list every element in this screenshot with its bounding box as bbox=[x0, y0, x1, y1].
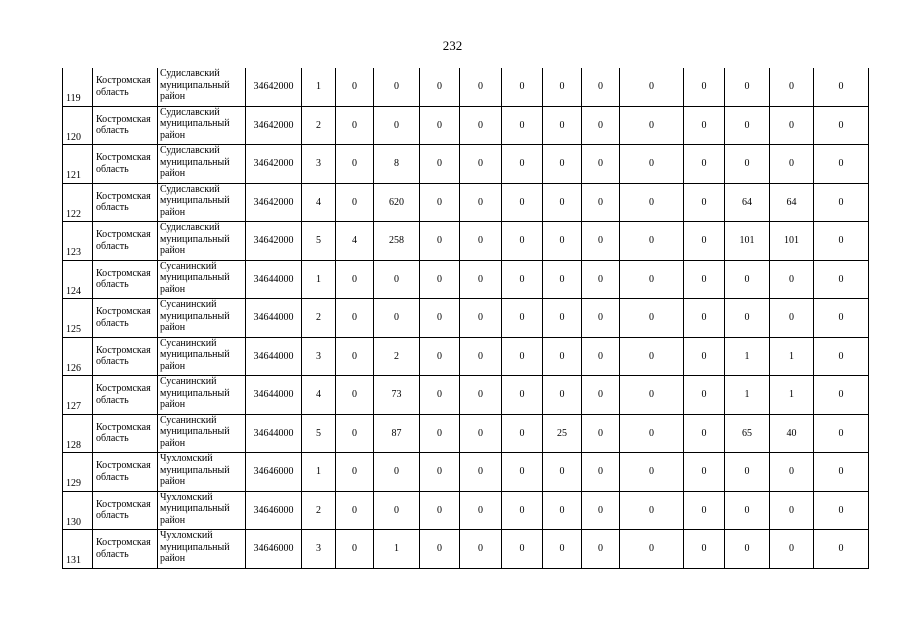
row-number-cell: 128 bbox=[63, 414, 93, 453]
value-cell: 5 bbox=[302, 222, 336, 261]
district-cell: Чухломский муниципальный район bbox=[158, 530, 246, 569]
value-cell: 0 bbox=[336, 453, 374, 492]
table-row bbox=[63, 337, 869, 376]
value-cell: 0 bbox=[814, 453, 869, 492]
value-cell: 0 bbox=[814, 337, 869, 376]
region-cell: Костромская область bbox=[93, 376, 158, 415]
row-number-cell: 119 bbox=[63, 68, 93, 106]
district-cell: Сусанинский муниципальный район bbox=[158, 260, 246, 299]
value-cell: 0 bbox=[582, 260, 620, 299]
district-cell: Чухломский муниципальный район bbox=[158, 491, 246, 530]
data-table bbox=[62, 68, 869, 569]
region-cell: Костромская область bbox=[93, 68, 158, 106]
value-cell: 0 bbox=[725, 491, 770, 530]
value-cell: 0 bbox=[460, 376, 502, 415]
value-cell: 0 bbox=[684, 530, 725, 569]
value-cell: 0 bbox=[684, 183, 725, 222]
value-cell: 0 bbox=[420, 106, 460, 145]
value-cell: 0 bbox=[543, 222, 582, 261]
table-row bbox=[63, 530, 869, 569]
value-cell: 0 bbox=[502, 106, 543, 145]
value-cell: 3 bbox=[302, 337, 336, 376]
table-row bbox=[63, 222, 869, 261]
value-cell: 1 bbox=[725, 337, 770, 376]
value-cell: 4 bbox=[302, 376, 336, 415]
value-cell: 0 bbox=[725, 530, 770, 569]
row-number-cell: 121 bbox=[63, 145, 93, 184]
code-cell: 34644000 bbox=[246, 260, 302, 299]
value-cell: 0 bbox=[374, 106, 420, 145]
value-cell: 0 bbox=[725, 453, 770, 492]
district-cell: Судиславский муниципальный район bbox=[158, 68, 246, 106]
row-number-cell: 125 bbox=[63, 299, 93, 338]
value-cell: 1 bbox=[302, 68, 336, 106]
value-cell: 2 bbox=[374, 337, 420, 376]
region-cell: Костромская область bbox=[93, 299, 158, 338]
value-cell: 64 bbox=[725, 183, 770, 222]
value-cell: 0 bbox=[684, 145, 725, 184]
value-cell: 0 bbox=[582, 530, 620, 569]
value-cell: 0 bbox=[814, 106, 869, 145]
value-cell: 0 bbox=[770, 145, 814, 184]
value-cell: 0 bbox=[460, 106, 502, 145]
value-cell: 0 bbox=[770, 453, 814, 492]
value-cell: 0 bbox=[336, 376, 374, 415]
value-cell: 0 bbox=[336, 530, 374, 569]
page-number: 232 bbox=[442, 38, 463, 53]
value-cell: 0 bbox=[336, 68, 374, 106]
value-cell: 2 bbox=[302, 299, 336, 338]
value-cell: 0 bbox=[814, 145, 869, 184]
region-cell: Костромская область bbox=[93, 260, 158, 299]
value-cell: 0 bbox=[814, 68, 869, 106]
value-cell: 0 bbox=[374, 491, 420, 530]
value-cell: 0 bbox=[502, 453, 543, 492]
value-cell: 0 bbox=[684, 491, 725, 530]
district-cell: Сусанинский муниципальный район bbox=[158, 376, 246, 415]
value-cell: 0 bbox=[502, 414, 543, 453]
value-cell: 0 bbox=[684, 414, 725, 453]
value-cell: 0 bbox=[684, 222, 725, 261]
value-cell: 0 bbox=[374, 260, 420, 299]
value-cell: 3 bbox=[302, 145, 336, 184]
district-cell: Судиславский муниципальный район bbox=[158, 145, 246, 184]
value-cell: 8 bbox=[374, 145, 420, 184]
value-cell: 25 bbox=[543, 414, 582, 453]
code-cell: 34642000 bbox=[246, 68, 302, 106]
code-cell: 34644000 bbox=[246, 376, 302, 415]
value-cell: 0 bbox=[814, 183, 869, 222]
value-cell: 0 bbox=[582, 183, 620, 222]
value-cell: 1 bbox=[302, 453, 336, 492]
value-cell: 0 bbox=[336, 106, 374, 145]
table-row bbox=[63, 106, 869, 145]
code-cell: 34646000 bbox=[246, 453, 302, 492]
value-cell: 0 bbox=[460, 337, 502, 376]
value-cell: 0 bbox=[770, 106, 814, 145]
table-row bbox=[63, 453, 869, 492]
value-cell: 0 bbox=[725, 145, 770, 184]
table-body bbox=[63, 68, 869, 568]
code-cell: 34642000 bbox=[246, 106, 302, 145]
code-cell: 34642000 bbox=[246, 145, 302, 184]
value-cell: 1 bbox=[770, 337, 814, 376]
value-cell: 0 bbox=[814, 260, 869, 299]
value-cell: 0 bbox=[543, 260, 582, 299]
value-cell: 0 bbox=[460, 260, 502, 299]
value-cell: 1 bbox=[302, 260, 336, 299]
value-cell: 0 bbox=[725, 68, 770, 106]
value-cell: 0 bbox=[460, 453, 502, 492]
region-cell: Костромская область bbox=[93, 145, 158, 184]
value-cell: 0 bbox=[620, 106, 684, 145]
value-cell: 0 bbox=[543, 376, 582, 415]
region-cell: Костромская область bbox=[93, 106, 158, 145]
value-cell: 0 bbox=[543, 68, 582, 106]
value-cell: 0 bbox=[814, 530, 869, 569]
value-cell: 0 bbox=[684, 260, 725, 299]
table-row bbox=[63, 414, 869, 453]
region-cell: Костромская область bbox=[93, 183, 158, 222]
value-cell: 0 bbox=[725, 106, 770, 145]
value-cell: 0 bbox=[814, 376, 869, 415]
value-cell: 65 bbox=[725, 414, 770, 453]
region-cell: Костромская область bbox=[93, 222, 158, 261]
value-cell: 0 bbox=[620, 414, 684, 453]
code-cell: 34642000 bbox=[246, 183, 302, 222]
table-row bbox=[63, 299, 869, 338]
region-cell: Костромская область bbox=[93, 453, 158, 492]
table-row bbox=[63, 491, 869, 530]
value-cell: 0 bbox=[620, 222, 684, 261]
value-cell: 0 bbox=[502, 145, 543, 184]
value-cell: 0 bbox=[620, 337, 684, 376]
value-cell: 0 bbox=[620, 453, 684, 492]
district-cell: Сусанинский муниципальный район bbox=[158, 299, 246, 338]
value-cell: 1 bbox=[725, 376, 770, 415]
value-cell: 0 bbox=[620, 299, 684, 338]
value-cell: 0 bbox=[460, 414, 502, 453]
table-row bbox=[63, 145, 869, 184]
value-cell: 0 bbox=[502, 68, 543, 106]
code-cell: 34644000 bbox=[246, 337, 302, 376]
value-cell: 0 bbox=[814, 222, 869, 261]
table-row bbox=[63, 376, 869, 415]
value-cell: 0 bbox=[502, 183, 543, 222]
value-cell: 87 bbox=[374, 414, 420, 453]
value-cell: 0 bbox=[582, 68, 620, 106]
value-cell: 0 bbox=[420, 145, 460, 184]
district-cell: Сусанинский муниципальный район bbox=[158, 337, 246, 376]
table-row bbox=[63, 68, 869, 106]
value-cell: 4 bbox=[336, 222, 374, 261]
code-cell: 34644000 bbox=[246, 299, 302, 338]
district-cell: Сусанинский муниципальный район bbox=[158, 414, 246, 453]
value-cell: 0 bbox=[420, 222, 460, 261]
value-cell: 0 bbox=[582, 222, 620, 261]
value-cell: 0 bbox=[770, 491, 814, 530]
value-cell: 0 bbox=[543, 299, 582, 338]
value-cell: 1 bbox=[770, 376, 814, 415]
code-cell: 34644000 bbox=[246, 414, 302, 453]
code-cell: 34646000 bbox=[246, 530, 302, 569]
row-number-cell: 124 bbox=[63, 260, 93, 299]
value-cell: 0 bbox=[543, 337, 582, 376]
value-cell: 0 bbox=[543, 491, 582, 530]
value-cell: 0 bbox=[582, 414, 620, 453]
value-cell: 0 bbox=[502, 491, 543, 530]
value-cell: 0 bbox=[684, 299, 725, 338]
value-cell: 0 bbox=[582, 453, 620, 492]
value-cell: 1 bbox=[374, 530, 420, 569]
value-cell: 0 bbox=[770, 530, 814, 569]
value-cell: 0 bbox=[770, 260, 814, 299]
value-cell: 0 bbox=[420, 68, 460, 106]
value-cell: 0 bbox=[543, 183, 582, 222]
value-cell: 0 bbox=[502, 530, 543, 569]
region-cell: Костромская область bbox=[93, 530, 158, 569]
value-cell: 0 bbox=[420, 337, 460, 376]
row-number-cell: 120 bbox=[63, 106, 93, 145]
value-cell: 0 bbox=[374, 453, 420, 492]
value-cell: 0 bbox=[420, 491, 460, 530]
value-cell: 0 bbox=[336, 414, 374, 453]
row-number-cell: 131 bbox=[63, 530, 93, 569]
value-cell: 5 bbox=[302, 414, 336, 453]
region-cell: Костромская область bbox=[93, 491, 158, 530]
value-cell: 0 bbox=[684, 68, 725, 106]
value-cell: 0 bbox=[460, 145, 502, 184]
value-cell: 0 bbox=[420, 453, 460, 492]
value-cell: 0 bbox=[620, 145, 684, 184]
value-cell: 0 bbox=[460, 68, 502, 106]
table-row bbox=[63, 183, 869, 222]
value-cell: 0 bbox=[684, 376, 725, 415]
value-cell: 0 bbox=[620, 260, 684, 299]
value-cell: 0 bbox=[814, 491, 869, 530]
region-cell: Костромская область bbox=[93, 414, 158, 453]
district-cell: Чухломский муниципальный район bbox=[158, 453, 246, 492]
value-cell: 0 bbox=[374, 68, 420, 106]
value-cell: 101 bbox=[725, 222, 770, 261]
value-cell: 0 bbox=[543, 453, 582, 492]
value-cell: 0 bbox=[620, 183, 684, 222]
district-cell: Судиславский муниципальный район bbox=[158, 106, 246, 145]
district-cell: Судиславский муниципальный район bbox=[158, 183, 246, 222]
row-number-cell: 123 bbox=[63, 222, 93, 261]
value-cell: 0 bbox=[582, 491, 620, 530]
row-number-cell: 126 bbox=[63, 337, 93, 376]
value-cell: 0 bbox=[336, 491, 374, 530]
value-cell: 101 bbox=[770, 222, 814, 261]
value-cell: 64 bbox=[770, 183, 814, 222]
value-cell: 258 bbox=[374, 222, 420, 261]
value-cell: 0 bbox=[336, 260, 374, 299]
value-cell: 2 bbox=[302, 491, 336, 530]
value-cell: 0 bbox=[684, 106, 725, 145]
value-cell: 0 bbox=[725, 299, 770, 338]
row-number-cell: 130 bbox=[63, 491, 93, 530]
value-cell: 0 bbox=[582, 376, 620, 415]
district-cell: Судиславский муниципальный район bbox=[158, 222, 246, 261]
value-cell: 0 bbox=[336, 299, 374, 338]
value-cell: 0 bbox=[620, 491, 684, 530]
value-cell: 2 bbox=[302, 106, 336, 145]
value-cell: 0 bbox=[620, 376, 684, 415]
region-cell: Костромская область bbox=[93, 337, 158, 376]
value-cell: 0 bbox=[684, 453, 725, 492]
value-cell: 0 bbox=[543, 106, 582, 145]
value-cell: 0 bbox=[460, 183, 502, 222]
value-cell: 0 bbox=[582, 299, 620, 338]
row-number-cell: 129 bbox=[63, 453, 93, 492]
value-cell: 0 bbox=[420, 530, 460, 569]
value-cell: 0 bbox=[420, 376, 460, 415]
value-cell: 0 bbox=[420, 414, 460, 453]
value-cell: 0 bbox=[420, 183, 460, 222]
value-cell: 0 bbox=[460, 299, 502, 338]
value-cell: 0 bbox=[620, 68, 684, 106]
value-cell: 0 bbox=[770, 68, 814, 106]
value-cell: 0 bbox=[336, 183, 374, 222]
value-cell: 40 bbox=[770, 414, 814, 453]
value-cell: 0 bbox=[770, 299, 814, 338]
code-cell: 34642000 bbox=[246, 222, 302, 261]
value-cell: 0 bbox=[620, 530, 684, 569]
value-cell: 0 bbox=[460, 222, 502, 261]
value-cell: 0 bbox=[460, 491, 502, 530]
value-cell: 0 bbox=[814, 414, 869, 453]
value-cell: 0 bbox=[374, 299, 420, 338]
code-cell: 34646000 bbox=[246, 491, 302, 530]
value-cell: 0 bbox=[420, 299, 460, 338]
value-cell: 0 bbox=[502, 260, 543, 299]
value-cell: 0 bbox=[814, 299, 869, 338]
value-cell: 0 bbox=[684, 337, 725, 376]
table-row bbox=[63, 260, 869, 299]
value-cell: 4 bbox=[302, 183, 336, 222]
value-cell: 0 bbox=[582, 106, 620, 145]
row-number-cell: 127 bbox=[63, 376, 93, 415]
value-cell: 0 bbox=[420, 260, 460, 299]
value-cell: 0 bbox=[582, 337, 620, 376]
value-cell: 0 bbox=[502, 376, 543, 415]
value-cell: 0 bbox=[502, 222, 543, 261]
value-cell: 0 bbox=[336, 145, 374, 184]
value-cell: 0 bbox=[582, 145, 620, 184]
value-cell: 0 bbox=[543, 530, 582, 569]
row-number-cell: 122 bbox=[63, 183, 93, 222]
value-cell: 0 bbox=[460, 530, 502, 569]
value-cell: 0 bbox=[543, 145, 582, 184]
value-cell: 3 bbox=[302, 530, 336, 569]
value-cell: 0 bbox=[502, 337, 543, 376]
value-cell: 0 bbox=[336, 337, 374, 376]
value-cell: 620 bbox=[374, 183, 420, 222]
value-cell: 0 bbox=[502, 299, 543, 338]
value-cell: 73 bbox=[374, 376, 420, 415]
value-cell: 0 bbox=[725, 260, 770, 299]
